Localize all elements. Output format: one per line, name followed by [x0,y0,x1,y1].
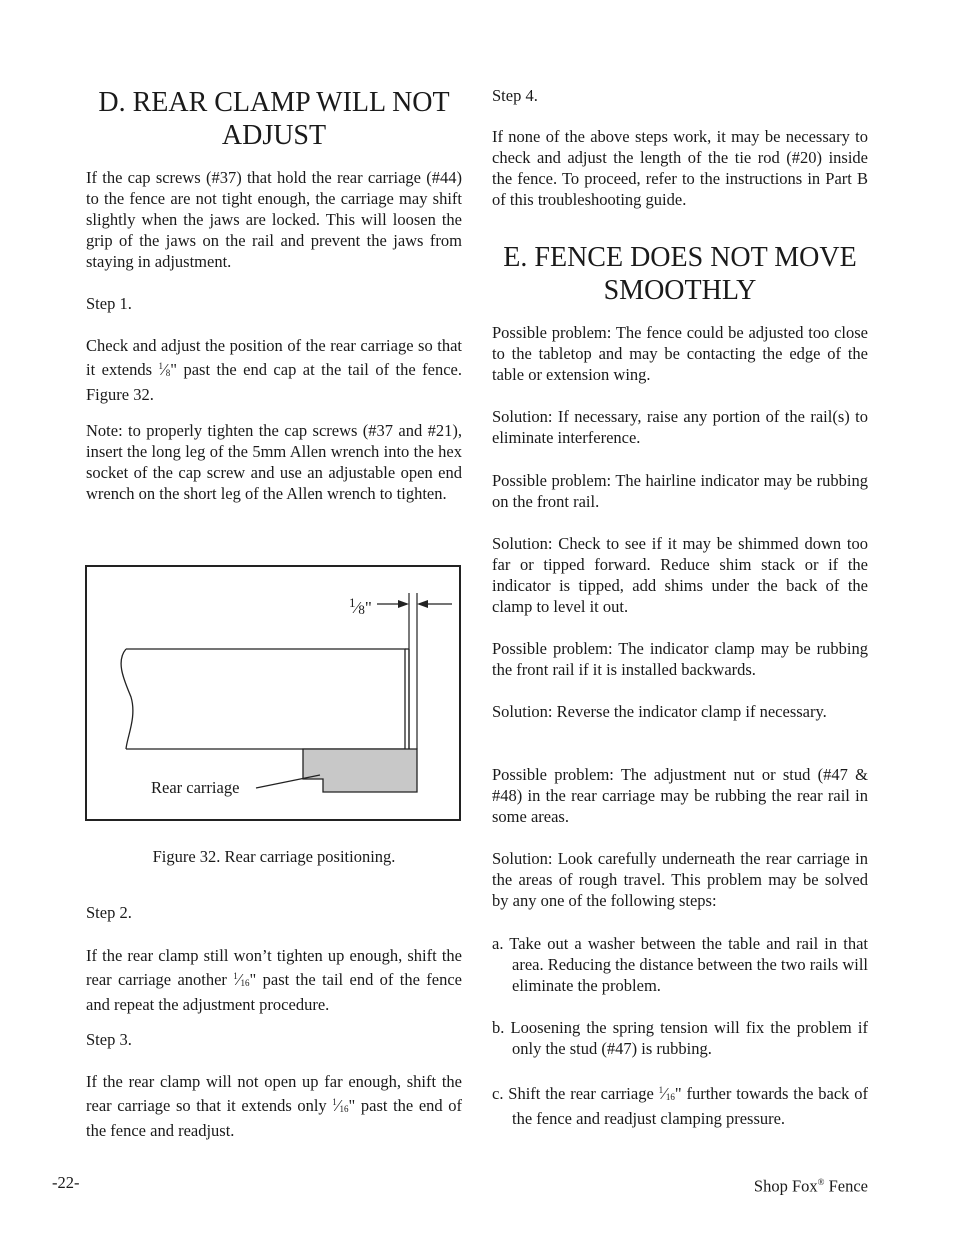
page-number: -22- [52,1173,80,1192]
paragraph: If the rear clamp still won’t tighten up enough, shift the rear carriage another $^1⁄_{16}$" past the tail end of the fence and repeat the adjustment procedure. [86,946,462,1014]
section-e-heading: E. FENCE DOES NOT MOVE SMOOTHLY [503,242,857,306]
note-paragraph: Note: to properly tighten the cap screws (#37 and #21), insert the long leg of the 5mm Allen wrench into the hex socket of the cap screw and use an adjustable open end wrench on the short leg of the Allen wrench to tighten. [86,421,462,503]
dimension-label: $^1⁄_8$" [349,595,372,617]
section-d-heading: D. REAR CLAMP WILL NOT ADJUST [98,87,450,151]
paragraph: If the rear clamp will not open up far enough, shift the rear carriage so that it extends only $^1⁄_{16}$" past the end of the fence and readjust. [86,1072,462,1140]
paragraph: If the cap screws (#37) that hold the rear carriage (#44) to the fence are not tight enough, the carriage may shift slightly when the jaws are locked. This will loosen the grip of the jaws on the rail and prevent the jaws from staying in adjustment. [86,168,462,271]
rear-carriage-diagram [87,567,459,819]
paragraph: Solution: Check to see if it may be shimmed down too far or tipped forward. Reduce shim stack or if the indicator is tipped, add shims under the back of the clamp to level it out. [492,534,868,616]
paragraph: Solution: Reverse the indicator clamp if necessary. [492,702,827,721]
list-item: c. Shift the rear carriage $^1⁄_{16}$" further towards the back of the fence and readjust clamping pressure. [492,1084,869,1128]
rear-carriage-label: Rear carriage [151,778,240,797]
step-label: Step 3. [86,1030,132,1049]
paragraph: Possible problem: The indicator clamp may be rubbing the front rail if it is installed backwards. [492,639,868,679]
figure-32 [85,565,461,821]
step-label: Step 1. [86,294,132,313]
paragraph: Possible problem: The fence could be adjusted too close to the tabletop and may be contacting the edge of the table or extension wing. [492,323,868,384]
paragraph: Possible problem: The hairline indicator may be rubbing on the front rail. [492,471,868,511]
list-item: b. Loosening the spring tension will fix the problem if only the stud (#47) is rubbing. [492,1018,868,1058]
footer-title: Shop Fox® Fence [753,1176,868,1196]
paragraph: Check and adjust the position of the rear carriage so that it extends $^1⁄_8$" past the end cap at the tail of the fence. Figure 32. [86,336,463,404]
figure-caption: Figure 32. Rear carriage positioning. [152,847,396,866]
paragraph: If none of the above steps work, it may be necessary to check and adjust the length of the tie rod (#20) inside the fence. To proceed, refer to the instructions in Part B of this troubleshooting guide. [492,127,868,209]
paragraph: Solution: If necessary, raise any portion of the rail(s) to eliminate interference. [492,407,868,447]
step-label: Step 4. [492,86,538,105]
paragraph: Possible problem: The adjustment nut or stud (#47 & #48) in the rear carriage may be rubbing the rear rail in some areas. [492,765,868,826]
paragraph: Solution: Look carefully underneath the rear carriage in the areas of rough travel. This problem may be solved by any one of the following steps: [492,849,868,910]
list-item: a. Take out a washer between the table and rail in that area. Reducing the distance between the two rails will eliminate the problem. [492,934,868,995]
step-label: Step 2. [86,903,132,922]
